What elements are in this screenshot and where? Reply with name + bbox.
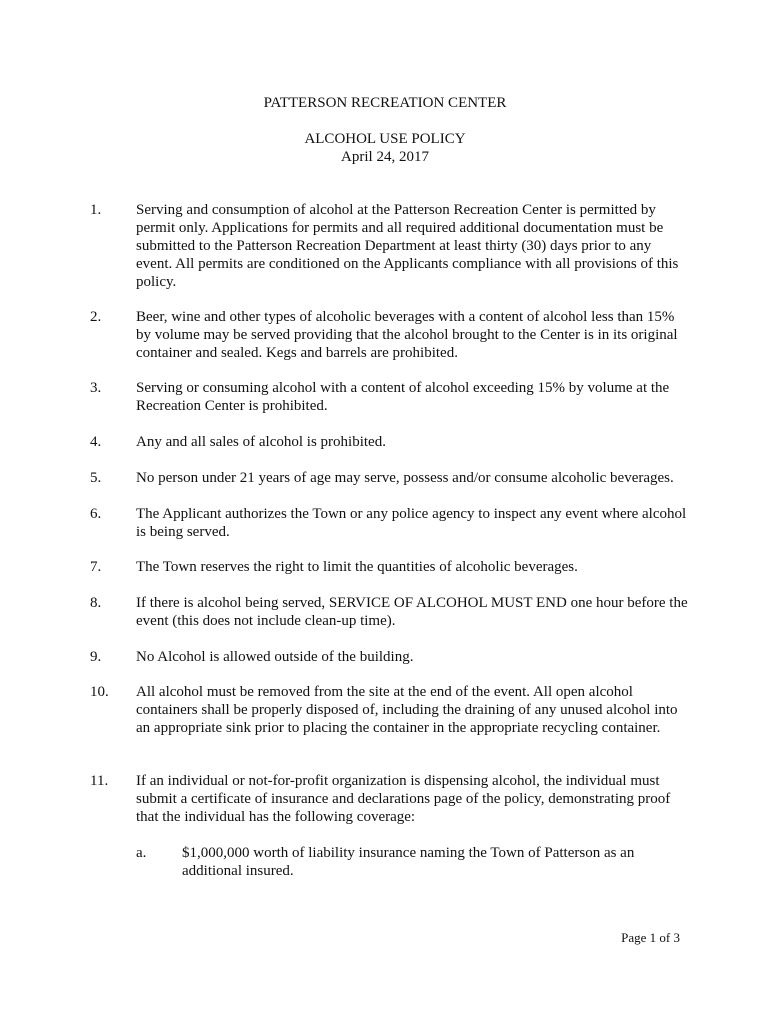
item-text: All alcohol must be removed from the site at the end of the event. All open alcohol containers shall be properly disposed of, including the draining of any unused alcohol into an appropriate sink prior to placing the container in the appropriate recycling container. — [136, 684, 678, 736]
item-number: 2. — [90, 309, 102, 325]
policy-date: April 24, 2017 — [341, 149, 429, 165]
item-text: The Town reserves the right to limit the quantities of alcoholic beverages. — [136, 559, 578, 575]
item-text: The Applicant authorizes the Town or any police agency to inspect any event where alcohol is being served. — [136, 506, 687, 540]
item-number: 4. — [90, 434, 102, 450]
item-text: Beer, wine and other types of alcoholic beverages with a content of alcohol less than 15% by volume may be served providing that the alcohol brought to the Center is in its original container and sealed. Kegs and barrels are prohibited. — [136, 309, 678, 361]
item-text: Serving and consumption of alcohol at the Patterson Recreation Center is permitted by permit only. Applications for permits and all required additional documentation must be submitted to the Patterson Recreation Department at least thirty (30) days prior to any event. All permits are conditioned on the Applicants compliance with all provisions of this policy. — [136, 202, 679, 290]
policy-title: ALCOHOL USE POLICY — [304, 131, 466, 147]
item-number: 7. — [90, 559, 102, 575]
item-number: 10. — [90, 684, 109, 700]
subitem-text: $1,000,000 worth of liability insurance naming the Town of Patterson as an additional insured. — [182, 845, 635, 879]
org-name: PATTERSON RECREATION CENTER — [263, 95, 507, 111]
item-number: 11. — [90, 773, 109, 789]
item-text: No Alcohol is allowed outside of the building. — [136, 649, 414, 665]
item-number: 5. — [90, 470, 102, 486]
page-number: Page 1 of 3 — [621, 930, 680, 945]
item-text: No person under 21 years of age may serve, possess and/or consume alcoholic beverages. — [136, 470, 674, 486]
item-number: 6. — [90, 506, 102, 522]
item-number: 1. — [90, 202, 102, 218]
item-text: If an individual or not-for-profit organization is dispensing alcohol, the individual must submit a certificate of insurance and declarations page of the policy, demonstrating proof that the individual has the following coverage: — [136, 773, 671, 825]
subitem-letter: a. — [136, 845, 147, 861]
item-text: Serving or consuming alcohol with a content of alcohol exceeding 15% by volume at the Recreation Center is prohibited. — [136, 380, 670, 414]
item-text: If there is alcohol being served, SERVICE OF ALCOHOL MUST END one hour before the event (this does not include clean-up time). — [136, 595, 688, 629]
item-number: 8. — [90, 595, 102, 611]
item-number: 9. — [90, 649, 102, 665]
item-text: Any and all sales of alcohol is prohibited. — [136, 434, 386, 450]
item-number: 3. — [90, 380, 102, 396]
